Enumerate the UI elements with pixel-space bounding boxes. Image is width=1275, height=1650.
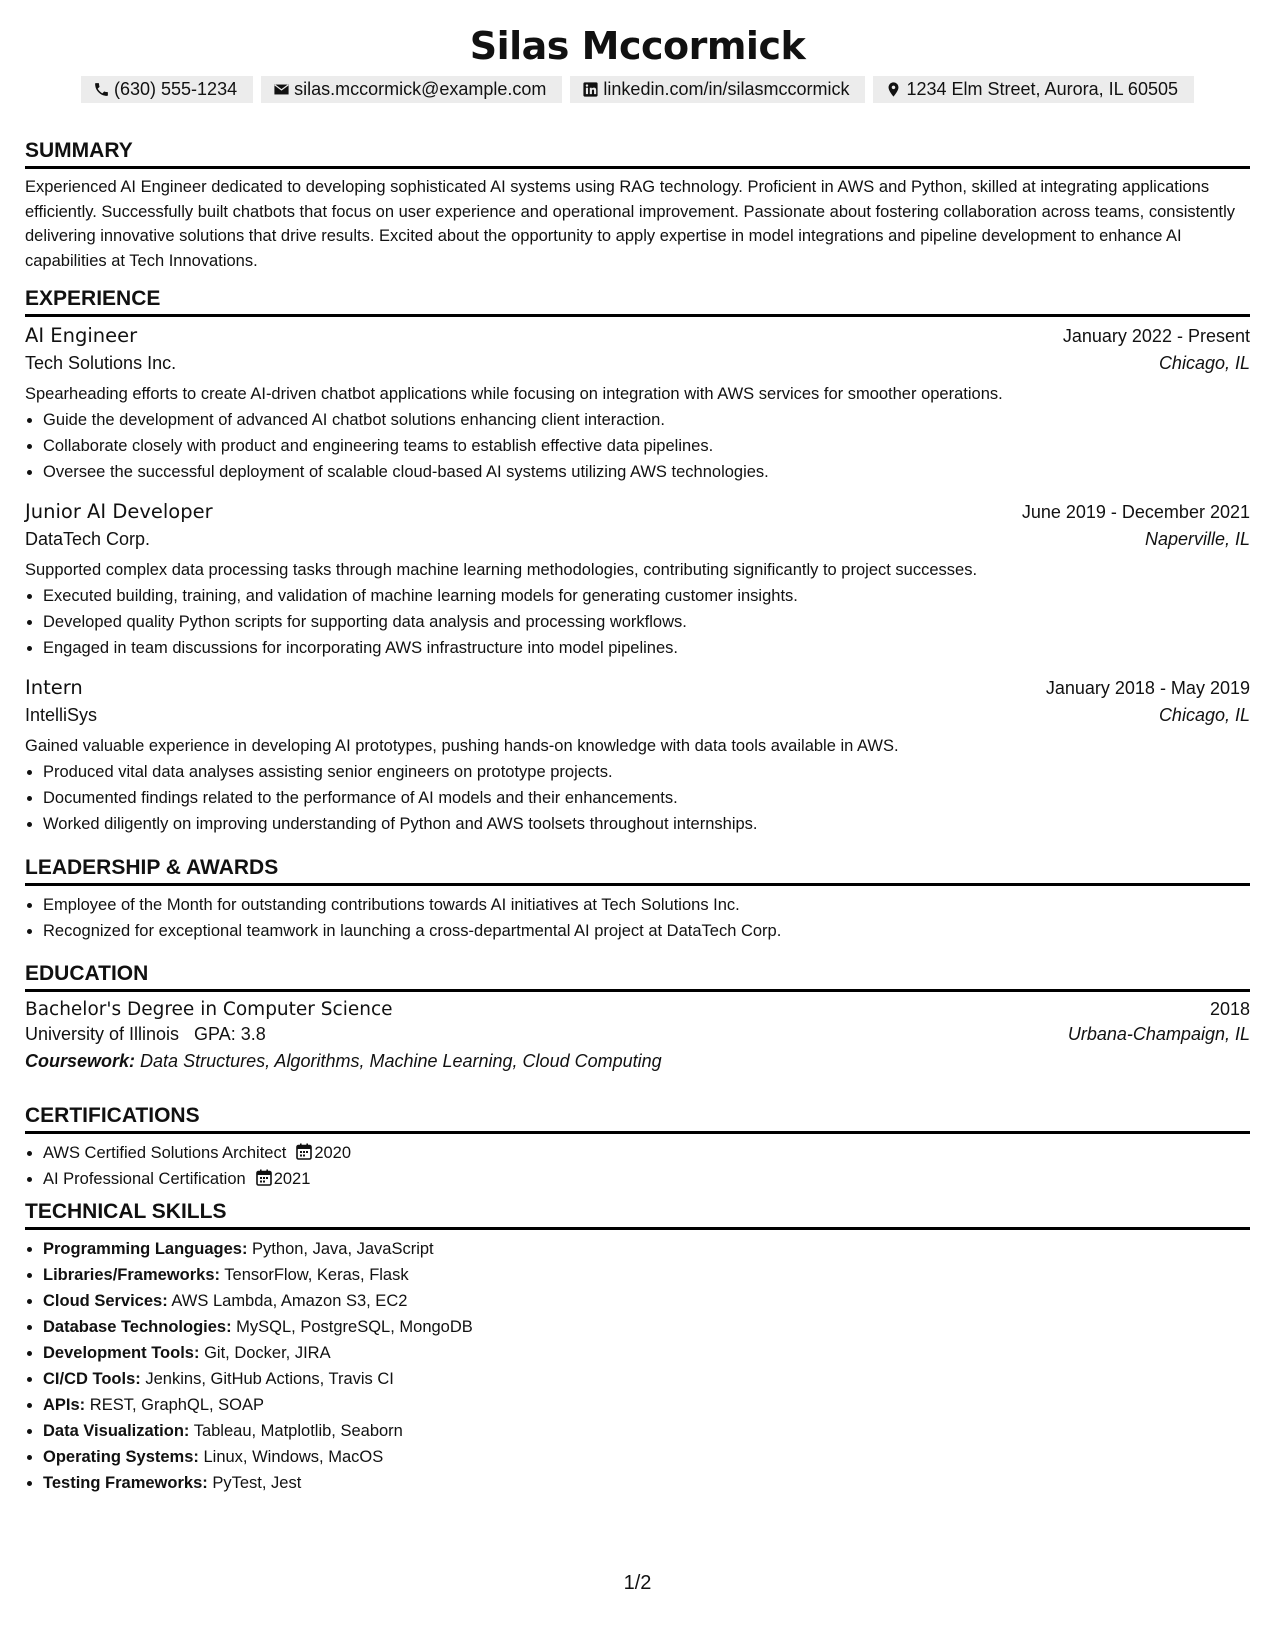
job-bullets [25, 407, 1250, 485]
list-item [43, 1166, 1250, 1192]
coursework-label: Coursework: [25, 1051, 136, 1071]
certification-name: AI Professional Certification [43, 1170, 246, 1188]
experience-title: EXPERIENCE [25, 286, 1250, 317]
list-item [43, 1140, 1250, 1166]
list-item: • Executed building, training, and validation of machine learning models for generating customer insights. [43, 583, 1250, 609]
contact-address[interactable] [873, 76, 1194, 103]
job-dates: January 2022 - Present [1062, 326, 1250, 346]
skill-label: Operating Systems: [43, 1448, 199, 1466]
job-location: Naperville, IL [1144, 529, 1250, 549]
coursework-line [25, 1051, 1250, 1072]
job-entry [25, 676, 1250, 837]
phone-text: (630) 555-1234 [114, 79, 238, 99]
list-item: • Engaged in team discussions for incorporating AWS infrastructure into model pipelines. [43, 635, 1250, 661]
skill-label: Database Technologies: [43, 1318, 232, 1336]
skill-label: APIs: [43, 1396, 86, 1414]
map-pin-icon [885, 81, 902, 98]
skill-label: Libraries/Frameworks: [43, 1266, 220, 1284]
education-title: EDUCATION [25, 961, 1250, 992]
list-item [43, 1366, 1250, 1392]
skills-title: TECHNICAL SKILLS [25, 1199, 1250, 1230]
job-location: Chicago, IL [1158, 705, 1250, 725]
page-number: 1/2 [623, 1572, 652, 1594]
phone-icon [93, 81, 110, 98]
skill-value: Linux, Windows, MacOS [203, 1448, 384, 1466]
skill-label: Programming Languages: [43, 1240, 248, 1258]
list-item [43, 1262, 1250, 1288]
job-role: AI Engineer [25, 324, 138, 347]
list-item: • Produced vital data analyses assisting senior engineers on prototype projects. [43, 759, 1250, 785]
skill-value: AWS Lambda, Amazon S3, EC2 [171, 1292, 408, 1310]
list-item [43, 1314, 1250, 1340]
calendar-icon [256, 1169, 272, 1186]
school-location: Urbana-Champaign, IL [1067, 1024, 1250, 1044]
list-item: • Employee of the Month for outstanding contributions towards AI initiatives at Tech Solutions Inc. [43, 892, 1250, 918]
education-section [25, 961, 1250, 1072]
job-company: Tech Solutions Inc. [25, 353, 177, 373]
certifications-list [25, 1140, 1250, 1192]
skill-label: CI/CD Tools: [43, 1370, 141, 1388]
certification-year: 2020 [314, 1144, 352, 1162]
job-role: Intern [25, 676, 83, 699]
calendar-icon [296, 1143, 312, 1160]
contact-linkedin[interactable] [570, 76, 865, 103]
certification-year: 2021 [273, 1170, 311, 1188]
resume-page [25, 0, 1250, 1492]
experience-section [25, 286, 1250, 317]
list-item: • Worked diligently on improving understanding of Python and AWS toolsets throughout internships. [43, 811, 1250, 837]
skill-label: Cloud Services: [43, 1292, 168, 1310]
email-text: silas.mccormick@example.com [294, 79, 547, 99]
job-entry [25, 324, 1250, 485]
list-item: • Developed quality Python scripts for supporting data analysis and processing workflows. [43, 609, 1250, 635]
skill-value: Git, Docker, JIRA [204, 1344, 331, 1362]
list-item: • Collaborate closely with product and engineering teams to establish effective data pipelines. [43, 433, 1250, 459]
envelope-icon [273, 81, 290, 98]
contact-email[interactable] [261, 76, 562, 103]
summary-title: SUMMARY [25, 138, 1250, 169]
job-dates: January 2018 - May 2019 [1045, 678, 1250, 698]
leadership-section [25, 855, 1250, 944]
list-item [43, 1418, 1250, 1444]
job-location: Chicago, IL [1158, 353, 1250, 373]
skill-label: Development Tools: [43, 1344, 200, 1362]
certifications-section [25, 1103, 1250, 1192]
job-dates: June 2019 - December 2021 [1021, 502, 1250, 522]
job-company: DataTech Corp. [25, 529, 151, 549]
gpa: GPA: 3.8 [194, 1024, 266, 1044]
school-name: University of Illinois [25, 1024, 180, 1044]
job-description: Gained valuable experience in developing AI prototypes, pushing hands-on knowledge with data tools available in AWS. [25, 737, 899, 755]
job-bullets [25, 583, 1250, 661]
certifications-title: CERTIFICATIONS [25, 1103, 1250, 1134]
leadership-list [25, 892, 1250, 944]
job-description: Spearheading efforts to create AI-driven chatbot applications while focusing on integration with AWS services for smoother operations. [25, 385, 1003, 403]
graduation-year: 2018 [1209, 999, 1250, 1019]
list-item [43, 1470, 1250, 1496]
job-description: Supported complex data processing tasks through machine learning methodologies, contributing significantly to project successes. [25, 561, 978, 579]
degree-title: Bachelor's Degree in Computer Science [25, 999, 393, 1020]
summary-section [25, 138, 1250, 273]
skill-value: Tableau, Matplotlib, Seaborn [193, 1422, 403, 1440]
job-company: IntelliSys [25, 705, 98, 725]
leadership-title: LEADERSHIP & AWARDS [25, 855, 1250, 886]
list-item: • Oversee the successful deployment of scalable cloud-based AI systems utilizing AWS technologies. [43, 459, 1250, 485]
skill-value: Python, Java, JavaScript [252, 1240, 434, 1258]
coursework-list: Data Structures, Algorithms, Machine Learning, Cloud Computing [140, 1051, 662, 1071]
list-item [43, 1340, 1250, 1366]
job-bullets [25, 759, 1250, 837]
summary-text: Experienced AI Engineer dedicated to developing sophisticated AI systems using RAG technology. Proficient in AWS and Python, skilled at integrating applications efficiently. Successfully built chatbots that focus on user experience and operational improvement. Passionate about fostering collaboration across teams, consistently delivering innovative solutions that drive results. Excited about the opportunity to apply expertise in model integrations and pipeline development to enhance AI capabilities at Tech Innovations. [25, 178, 1236, 270]
skill-value: TensorFlow, Keras, Flask [224, 1266, 409, 1284]
job-role: Junior AI Developer [25, 500, 213, 523]
contact-phone[interactable] [81, 76, 253, 103]
list-item: • Documented findings related to the performance of AI models and their enhancements. [43, 785, 1250, 811]
skills-list [25, 1236, 1250, 1496]
candidate-name: Silas Mccormick [469, 24, 806, 68]
list-item [43, 1236, 1250, 1262]
linkedin-text: linkedin.com/in/silasmccormick [603, 79, 850, 99]
skill-value: REST, GraphQL, SOAP [89, 1396, 265, 1414]
linkedin-icon [582, 81, 599, 98]
list-item [43, 1392, 1250, 1418]
list-item [43, 1444, 1250, 1470]
skill-label: Data Visualization: [43, 1422, 190, 1440]
skill-value: PyTest, Jest [212, 1474, 302, 1492]
list-item: • Recognized for exceptional teamwork in launching a cross-departmental AI project at DataTech Corp. [43, 918, 1250, 944]
skills-section [25, 1199, 1250, 1496]
list-item: • Guide the development of advanced AI chatbot solutions enhancing client interaction. [43, 407, 1250, 433]
certification-name: AWS Certified Solutions Architect [43, 1144, 287, 1162]
skill-value: Jenkins, GitHub Actions, Travis CI [145, 1370, 394, 1388]
contact-bar [25, 76, 1250, 103]
job-entry [25, 500, 1250, 661]
skill-label: Testing Frameworks: [43, 1474, 208, 1492]
list-item [43, 1288, 1250, 1314]
skill-value: MySQL, PostgreSQL, MongoDB [236, 1318, 473, 1336]
address-text: 1234 Elm Street, Aurora, IL 60505 [906, 79, 1178, 99]
